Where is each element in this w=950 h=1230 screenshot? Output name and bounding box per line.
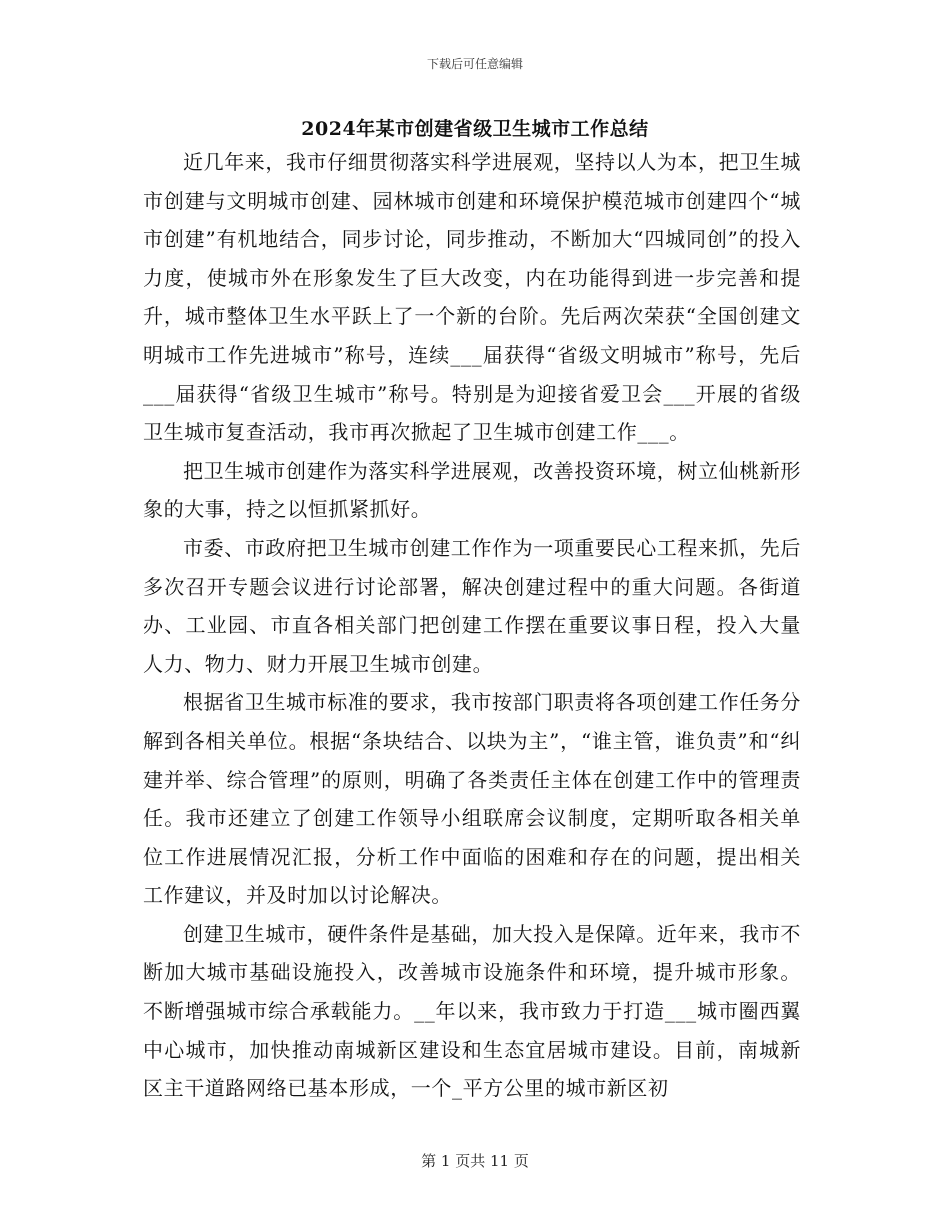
document-title: 2024年某市创建省级卫生城市工作总结 [301, 118, 649, 140]
paragraph: 把卫生城市创建作为落实科学进展观，改善投资环境，树立仙桃新形象的大事，持之以恒抓紧抓好。 [143, 458, 801, 522]
document-body [143, 143, 801, 1108]
paragraph: 近几年来，我市仔细贯彻落实科学进展观，坚持以人为本，把卫生城市创建与文明城市创建、园林城市创建和环境保护模范城市创建四个“城市创建”有机地结合，同步讨论，同步推动，不断加大“四城同创”的投入力度，使城市外在形象发生了巨大改变，内在功能得到进一步完善和提升，城市整体卫生水平跃上了一个新的台阶。先后两次荣获“全国创建文明城市工作先进城市”称号，连续___届获得“省级文明城市”称号，先后___届获得“省级卫生城市”称号。特别是为迎接省爱卫会___开展的省级卫生城市复查活动，我市再次掀起了卫生城市创建工作___。 [143, 150, 801, 445]
header-note: 下载后可任意编辑 [426, 57, 523, 71]
paragraph: 根据省卫生城市标准的要求，我市按部门职责将各项创建工作任务分解到各相关单位。根据“条块结合、以块为主”，“谁主管，谁负责”和“纠建并举、综合管理”的原则，明确了各类责任主体在创建工作中的管理责任。我市还建立了创建工作领导小组联席会议制度，定期听取各相关单位工作进展情况汇报，分析工作中面临的困难和存在的问题，提出相关工作建议，并及时加以讨论解决。 [143, 690, 801, 908]
page-footer: 第 1 页共 11 页 [421, 1152, 529, 1170]
paragraph: 创建卫生城市，硬件条件是基础，加大投入是保障。近年来，我市不断加大城市基础设施投入，改善城市设施条件和环境，提升城市形象。不断增强城市综合承载能力。__年以来，我市致力于打造___城市圈西翼中心城市，加快推动南城新区建设和生态宜居城市建设。目前，南城新区主干道路网络已基本形成，一个_平方公里的城市新区初 [143, 921, 801, 1101]
paragraph: 市委、市政府把卫生城市创建工作作为一项重要民心工程来抓，先后多次召开专题会议进行讨论部署，解决创建过程中的重大问题。各街道办、工业园、市直各相关部门把创建工作摆在重要议事日程，投入大量人力、物力、财力开展卫生城市创建。 [143, 535, 801, 676]
